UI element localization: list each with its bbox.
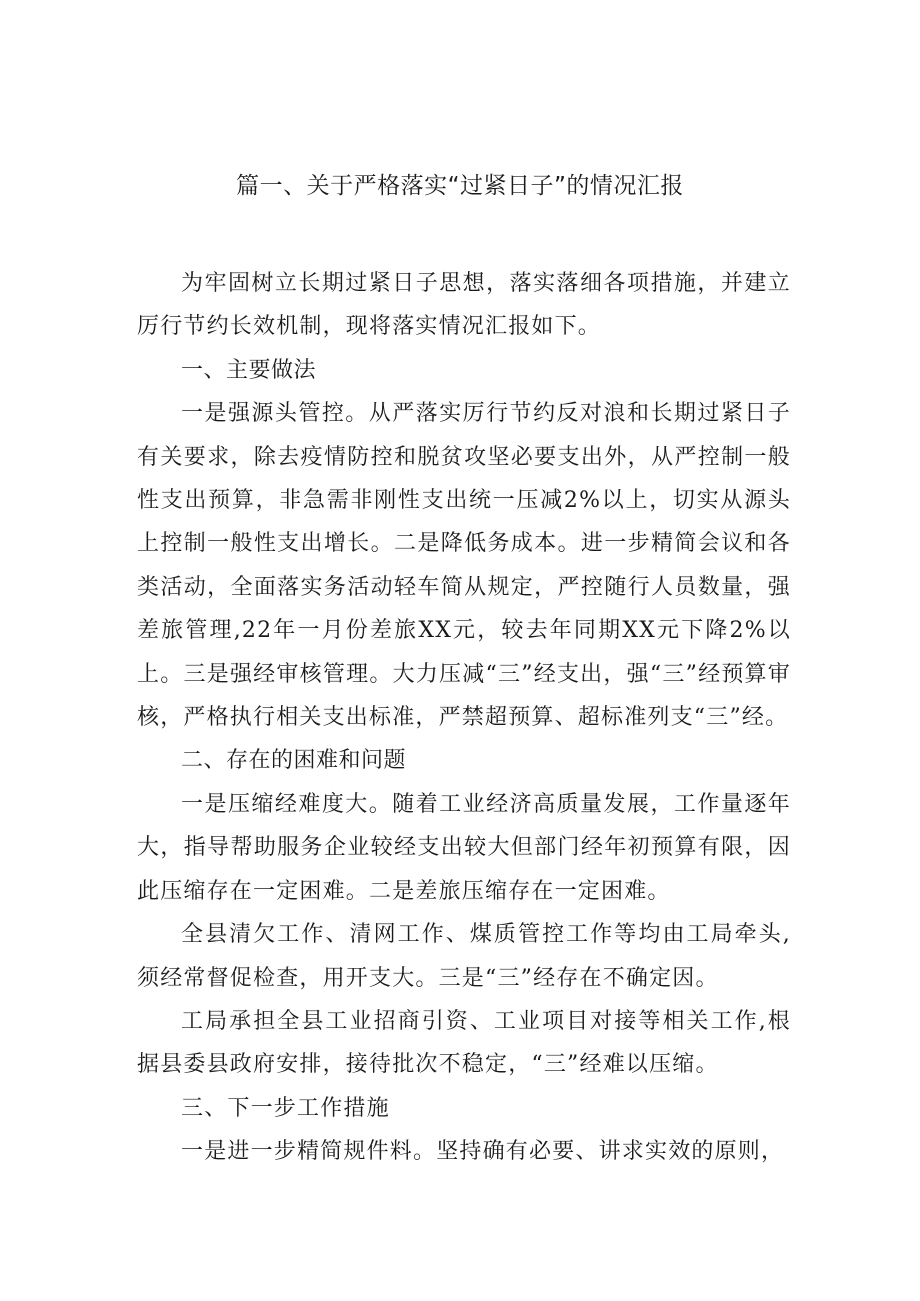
document-body bbox=[137, 262, 791, 1174]
practices-paragraph: 一是强源头管控。从严落实厉行节约反对浪和长期过紧日子有关要求，除去疫情防控和脱贫攻坚必要支出外，从严控制一般性支出预算，非急需非刚性支出统一压减2%以上，切实从源头上控制一般性支出增长。二是降低务成本。进一步精简会议和各类活动，全面落实务活动轻车简从规定，严控随行人员数量，强差旅管理,22年一月份差旅XX元，较去年同期XX元下降2%以上。三是强经审核管理。大力压减“三”经支出，强“三”经预算审核，严格执行相关支出标准，严禁超预算、超标准列支“三”经。 bbox=[137, 401, 791, 731]
document-title: 篇一、关于严格落实“过紧日子”的情况汇报 bbox=[236, 173, 684, 199]
intro-paragraph: 为牢固树立长期过紧日子思想，落实落细各项措施，并建立厉行节约长效机制，现将落实情况汇报如下。 bbox=[137, 271, 791, 340]
section-heading-problems: 二、存在的困难和问题 bbox=[181, 748, 407, 774]
section-heading-next-steps: 三、下一步工作措施 bbox=[181, 1095, 390, 1121]
section-heading-practices: 一、主要做法 bbox=[181, 357, 317, 383]
problems-paragraph-2: 全县清欠工作、清网工作、煤质管控工作等均由工局牵头,须经常督促检查，用开支大。三是“三”经存在不确定因。 bbox=[137, 922, 791, 991]
problems-paragraph-1: 一是压缩经难度大。随着工业经济高质量发展，工作量逐年大，指导帮助服务企业较经支出较大但部门经年初预算有限，因此压缩存在一定困难。二是差旅压缩存在一定困难。 bbox=[137, 791, 791, 904]
problems-paragraph-3: 工局承担全县工业招商引资、工业项目对接等相关工作,根据县委县政府安排，接待批次不稳定，“三”经难以压缩。 bbox=[137, 1008, 791, 1078]
next-steps-paragraph: 一是进一步精简规件料。坚持确有必要、讲求实效的原则， bbox=[181, 1139, 785, 1165]
